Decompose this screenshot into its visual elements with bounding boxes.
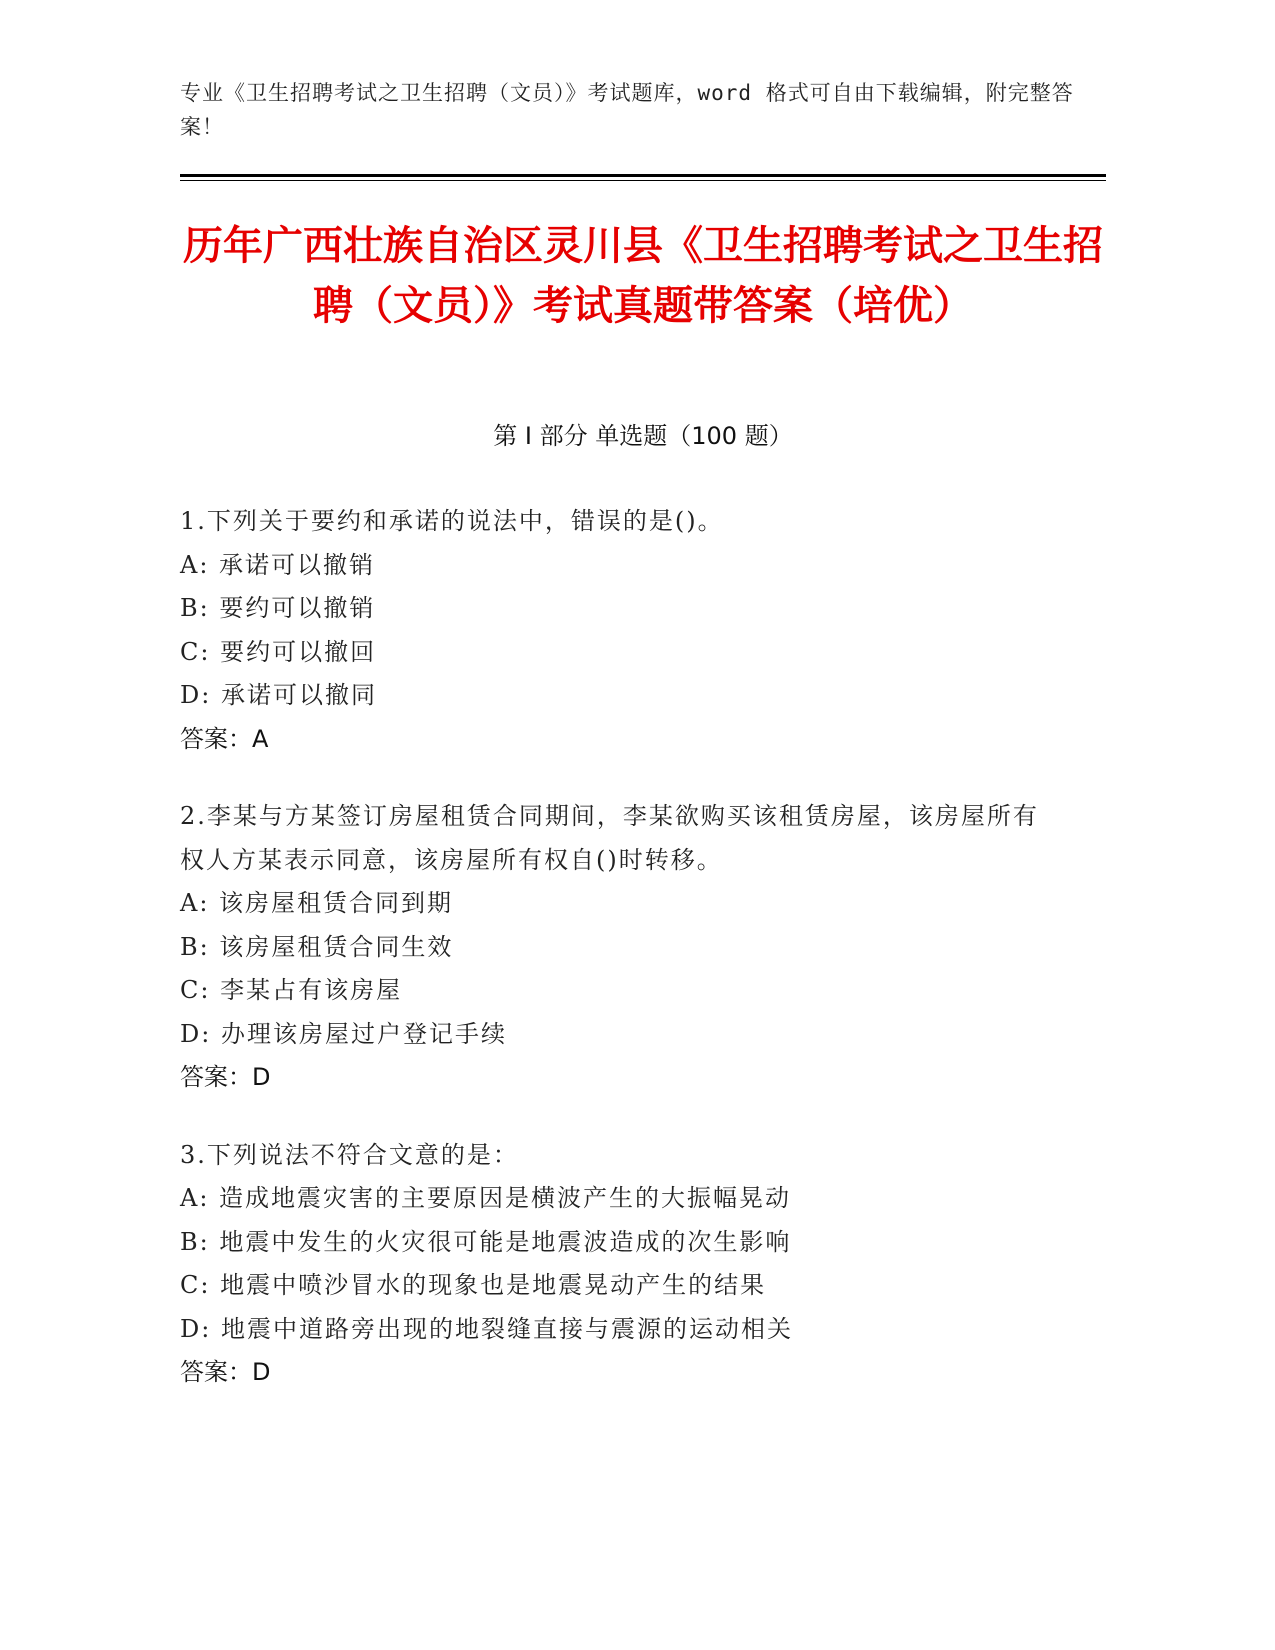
header-note: 专业《卫生招聘考试之卫生招聘（文员）》考试题库，word 格式可自由下载编辑，附完整答案！ [180,81,1074,139]
question-item [180,500,1040,761]
option-b: B: 地震中发生的火灾很可能是地震波造成的次生影响 [180,1227,792,1256]
option-c: C: 要约可以撤回 [180,637,377,666]
question-stem: 1.下列关于要约和承诺的说法中，错误的是()。 [180,507,724,535]
option-b: B: 该房屋租赁合同生效 [180,932,454,961]
option-d: D: 承诺可以撤同 [180,681,377,709]
answer: 答案：D [180,1358,271,1386]
question-item [180,795,1040,1100]
option-c: C: 地震中喷沙冒水的现象也是地震晃动产生的结果 [180,1271,767,1299]
answer: 答案：A [180,724,269,753]
question-stem: 3.下列说法不符合文意的是： [180,1140,519,1169]
document-title: 历年广西壮族自治区灵川县《卫生招聘考试之卫生招聘（文员）》考试真题带答案（培优） [183,223,1103,329]
option-c: C: 李某占有该房屋 [180,976,403,1004]
option-b: B: 要约可以撤销 [180,594,376,622]
option-d: D: 地震中道路旁出现的地裂缝直接与震源的运动相关 [180,1314,793,1343]
section-heading: 第 I 部分 单选题（100 题） [493,422,793,450]
header-divider-thick [180,174,1106,177]
question-list [180,500,1040,1429]
option-a: A: 该房屋租赁合同到期 [180,889,454,917]
question-item [180,1134,1040,1395]
header-divider-thin [180,180,1106,181]
answer: 答案：D [180,1063,271,1091]
option-a: A: 承诺可以撤销 [180,550,376,579]
option-d: D: 办理该房屋过户登记手续 [180,1019,507,1048]
option-a: A: 造成地震灾害的主要原因是横波产生的大振幅晃动 [180,1184,792,1212]
question-stem: 2.李某与方某签订房屋租赁合同期间，李某欲购买该租赁房屋，该房屋所有权人方某表示同意，该房屋所有权自()时转移。 [180,802,1039,874]
